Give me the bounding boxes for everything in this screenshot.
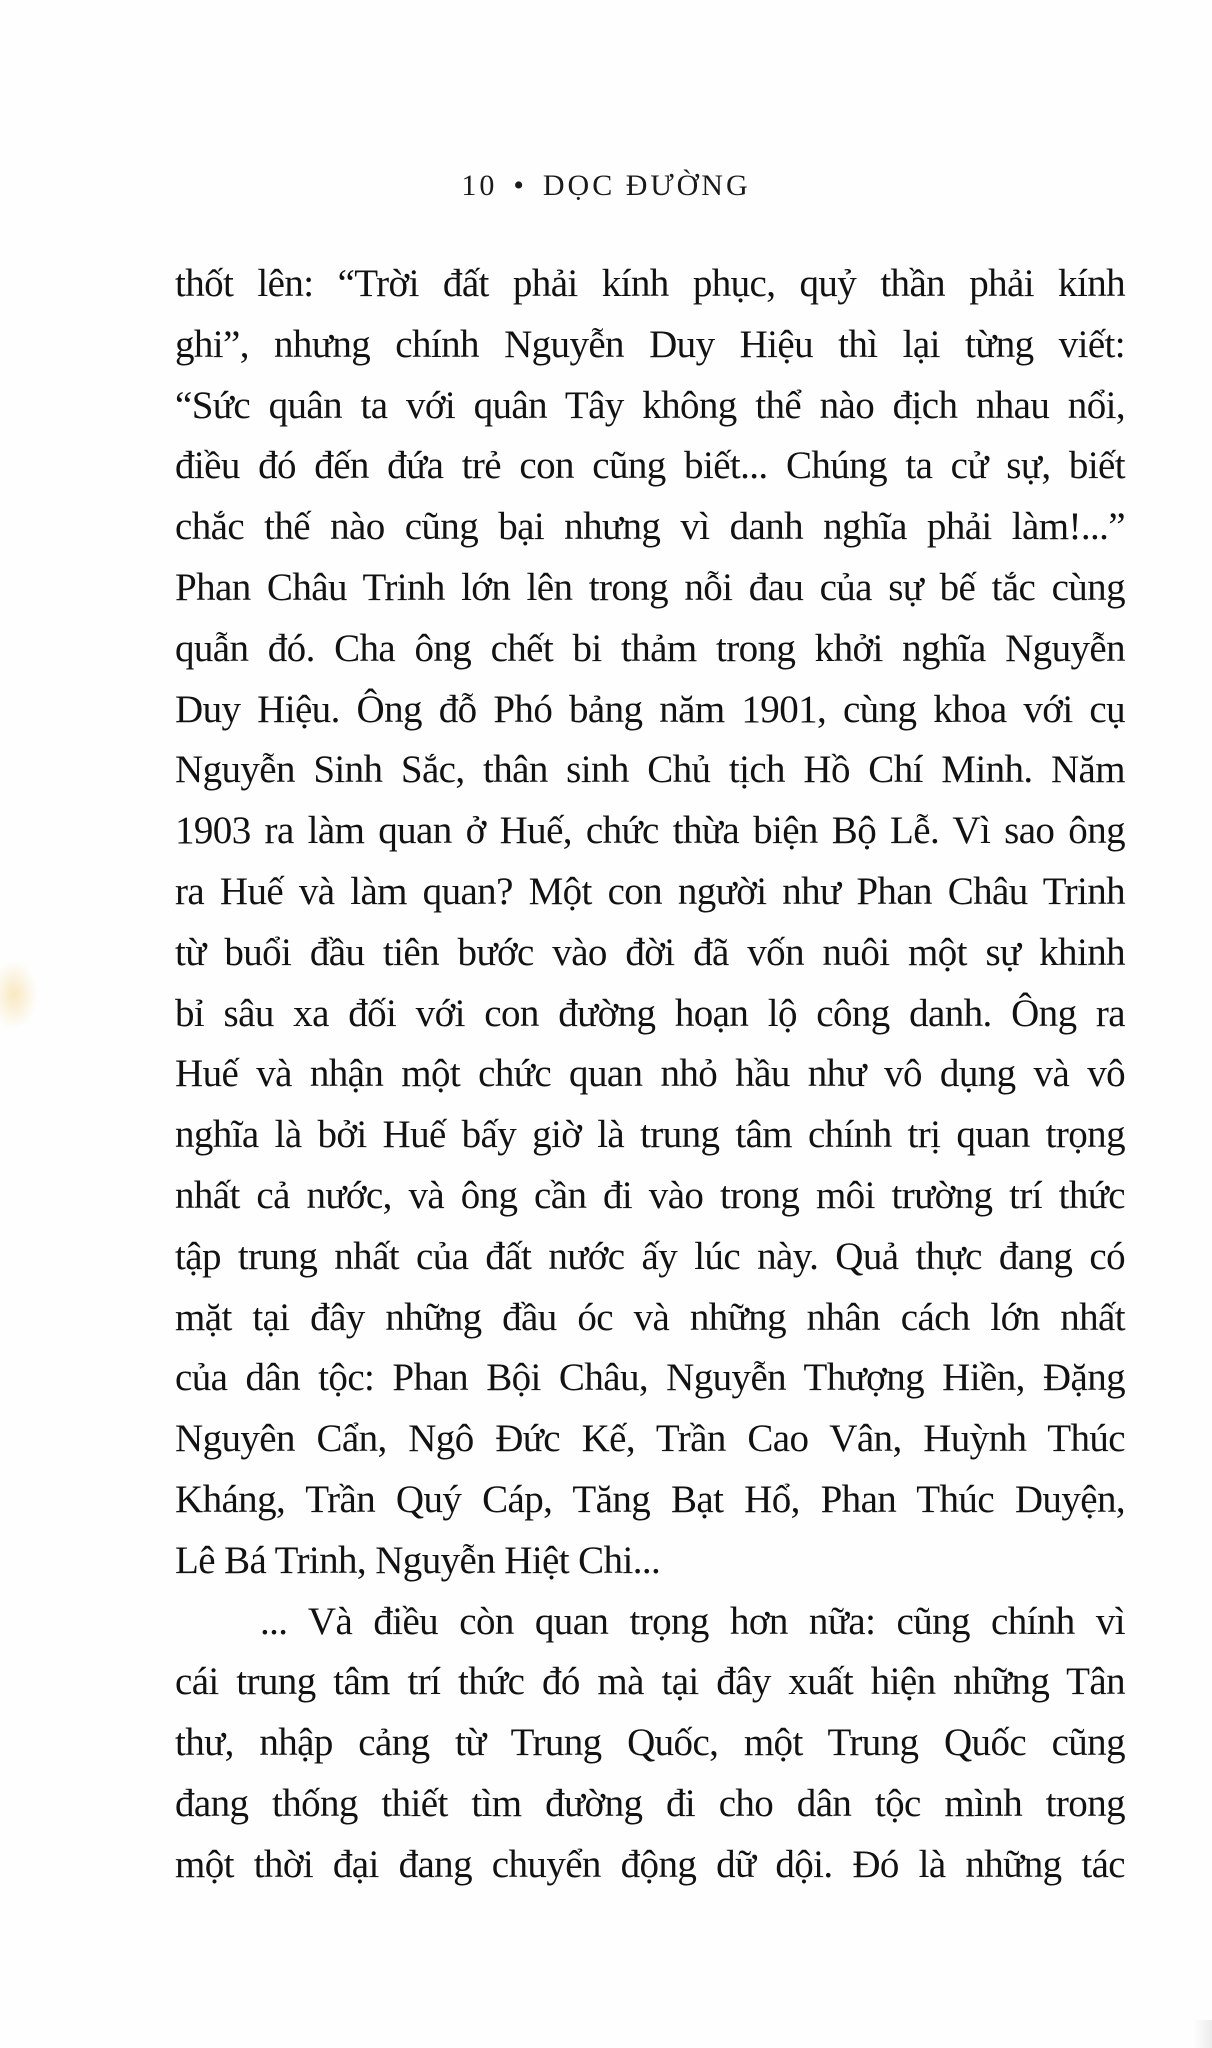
text-line: tập trung nhất của đất nước ấy lúc này. Quả thực đang có	[175, 1234, 1125, 1278]
page-stain	[0, 960, 38, 1030]
text-line: “Sức quân ta với quân Tây không thể nào địch nhau nổi,	[175, 383, 1125, 427]
text-line: Phan Châu Trinh lớn lên trong nỗi đau của sự bế tắc cùng	[175, 565, 1125, 609]
page-edge-shadow	[1192, 2020, 1212, 2048]
body-text	[175, 254, 1125, 1896]
text-line: từ buổi đầu tiên bước vào đời đã vốn nuôi một sự khinh	[175, 930, 1125, 974]
paragraph-end-line: Lê Bá Trinh, Nguyễn Hiệt Chi...	[175, 1538, 661, 1582]
text-line: điều đó đến đứa trẻ con cũng biết... Chúng ta cử sự, biết	[175, 444, 1125, 488]
text-line: Nguyễn Sinh Sắc, thân sinh Chủ tịch Hồ Chí Minh. Năm	[175, 748, 1125, 792]
book-title: DỌC ĐƯỜNG	[542, 169, 751, 202]
text-line: mặt tại đây những đầu óc và những nhân cách lớn nhất	[175, 1295, 1125, 1339]
text-line: Kháng, Trần Quý Cáp, Tăng Bạt Hổ, Phan Thúc Duyện,	[175, 1477, 1125, 1521]
text-line: ghi”, nhưng chính Nguyễn Duy Hiệu thì lại từng viết:	[175, 322, 1125, 366]
running-head	[0, 168, 1212, 204]
bullet-separator-icon: •	[513, 169, 527, 202]
page-number: 10	[461, 169, 498, 202]
paragraph-start-line: ... Và điều còn quan trọng hơn nữa: cũng chính vì	[260, 1599, 1125, 1643]
text-line: Nguyên Cẩn, Ngô Đức Kế, Trần Cao Vân, Huỳnh Thúc	[175, 1417, 1125, 1461]
text-line: 1903 ra làm quan ở Huế, chức thừa biện Bộ Lễ. Vì sao ông	[175, 809, 1125, 853]
text-line: bỉ sâu xa đối với con đường hoạn lộ công danh. Ông ra	[175, 991, 1125, 1035]
text-line: chắc thế nào cũng bại nhưng vì danh nghĩa phải làm!...”	[175, 505, 1125, 549]
text-line: của dân tộc: Phan Bội Châu, Nguyễn Thượng Hiền, Đặng	[175, 1356, 1125, 1400]
text-line: Duy Hiệu. Ông đỗ Phó bảng năm 1901, cùng khoa với cụ	[175, 687, 1125, 731]
text-line: thư, nhập cảng từ Trung Quốc, một Trung Quốc cũng	[175, 1721, 1125, 1765]
text-line: nghĩa là bởi Huế bấy giờ là trung tâm chính trị quan trọng	[175, 1113, 1125, 1157]
text-line: một thời đại đang chuyển động dữ dội. Đó là những tác	[175, 1842, 1125, 1886]
text-line: thốt lên: “Trời đất phải kính phục, quỷ thần phải kính	[175, 262, 1125, 305]
text-line: nhất cả nước, và ông cần đi vào trong môi trường trí thức	[175, 1173, 1125, 1217]
text-line: ra Huế và làm quan? Một con người như Phan Châu Trinh	[175, 869, 1125, 913]
text-line: Huế và nhận một chức quan nhỏ hầu như vô dụng và vô	[175, 1052, 1125, 1096]
text-line: cái trung tâm trí thức đó mà tại đây xuất hiện những Tân	[175, 1660, 1125, 1704]
text-line: quẫn đó. Cha ông chết bi thảm trong khởi nghĩa Nguyễn	[175, 626, 1125, 670]
text-line: đang thống thiết tìm đường đi cho dân tộc mình trong	[175, 1781, 1125, 1825]
